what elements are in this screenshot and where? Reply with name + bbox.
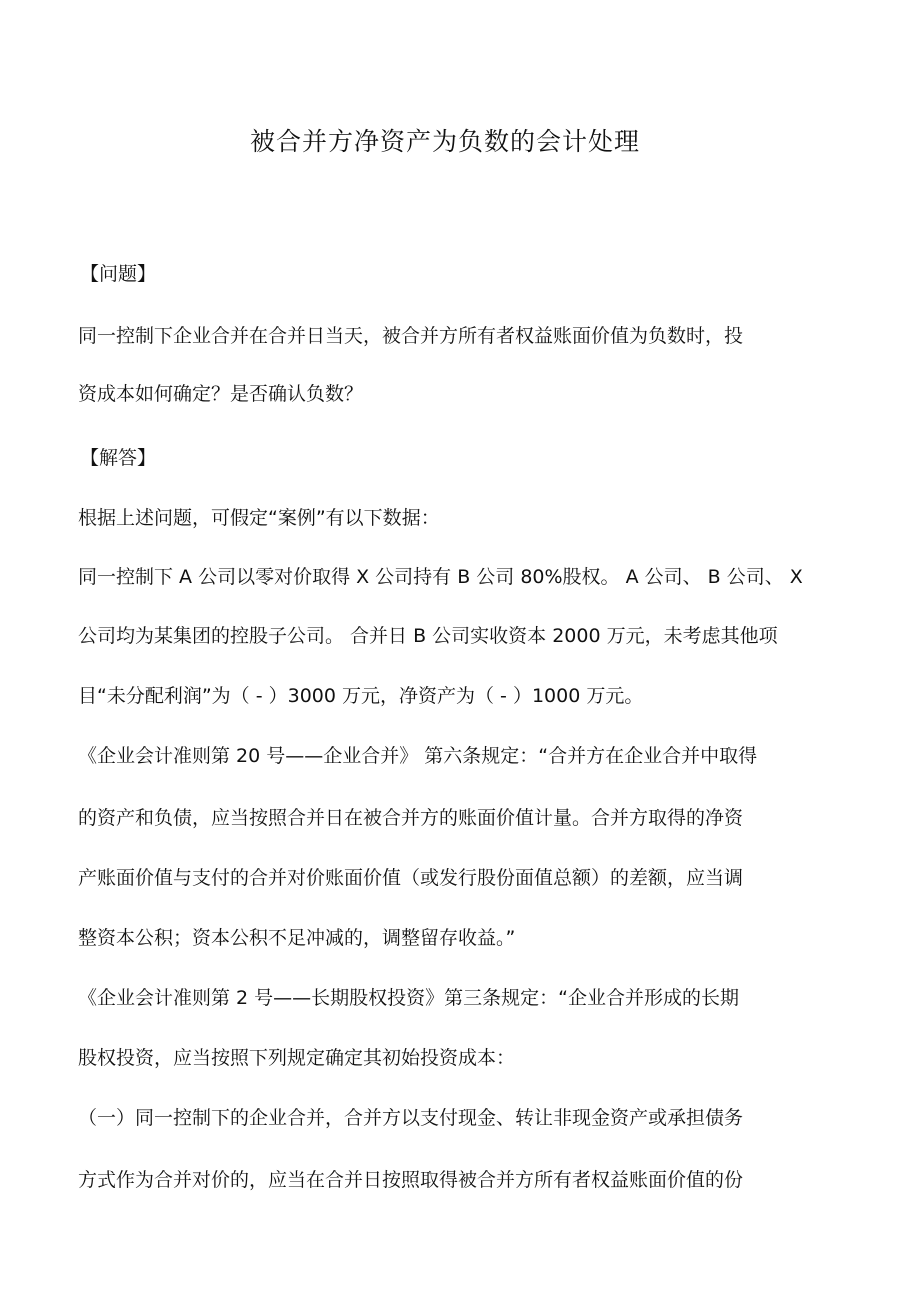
paragraph-line: 资成本如何确定？是否确认负数？ [78,383,364,405]
paragraph-line: 同一控制下 A 公司以零对价取得 X 公司持有 B 公司 80%股权。 A 公司、 B 公司、 X [78,566,803,588]
paragraph-line: 产账面价值与支付的合并对价账面价值（或发行股份面值总额）的差额，应当调 [78,867,744,889]
paragraph-line: 目“未分配利润”为（ - ）3000 万元，净资产为（ - ）1000 万元。 [78,685,644,707]
paragraph-line: 《企业会计准则第 20 号——企业合并》 第六条规定：“合并方在企业合并中取得 [78,745,758,767]
paragraph-line: 公司均为某集团的控股子公司。 合并日 B 公司实收资本 2000 万元，未考虑其他项 [78,625,778,647]
paragraph-line: 同一控制下企业合并在合并日当天，被合并方所有者权益账面价值为负数时，投 [78,325,744,347]
paragraph-line: 的资产和负债，应当按照合并日在被合并方的账面价值计量。合并方取得的净资 [78,807,744,829]
heading-answer: 【解答】 [80,447,157,469]
paragraph-line: 《企业会计准则第 2 号——长期股权投资》第三条规定：“企业合并形成的长期 [78,987,740,1009]
paragraph-line: （一）同一控制下的企业合并，合并方以支付现金、转让非现金资产或承担债务 [78,1107,744,1129]
paragraph-line: 股权投资，应当按照下列规定确定其初始投资成本： [78,1047,516,1069]
paragraph-line: 方式作为合并对价的，应当在合并日按照取得被合并方所有者权益账面价值的份 [78,1169,744,1191]
heading-question: 【问题】 [80,263,157,285]
paragraph-line: 根据上述问题，可假定“案例”有以下数据： [78,507,440,529]
paragraph-line: 整资本公积；资本公积不足冲减的，调整留存收益。” [78,927,516,949]
document-title: 被合并方净资产为负数的会计处理 [249,127,640,156]
